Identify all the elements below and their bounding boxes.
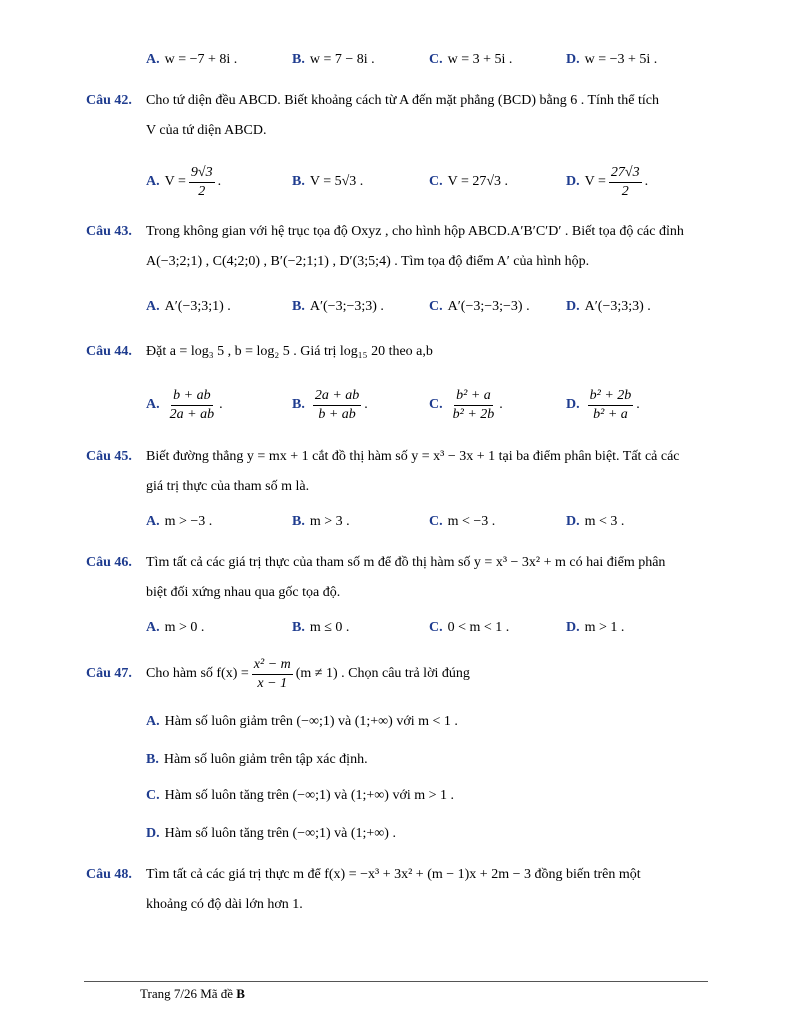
- q47-label: Câu 47.: [86, 666, 132, 681]
- q43-option-b: B. A′(−3;−3;3) .: [292, 299, 384, 314]
- q46-option-d: D. m > 1 .: [566, 620, 625, 635]
- q45-label: Câu 45.: [86, 449, 132, 464]
- q42-text-line-2: V của tứ diện ABCD.: [146, 123, 267, 138]
- q48-label: Câu 48.: [86, 867, 132, 882]
- q47-option-d: D. Hàm số luôn tăng trên (−∞;1) và (1;+∞) .: [146, 826, 396, 841]
- q41-option-d: D. w = −3 + 5i .: [566, 52, 658, 67]
- q45-option-b: B. m > 3 .: [292, 514, 350, 529]
- footer-page-number: Trang 7/26 Mã đề: [140, 986, 234, 1001]
- q42-options: [146, 159, 706, 205]
- q43-option-a: A. A′(−3;3;1) .: [146, 299, 231, 314]
- q47-question: [86, 652, 708, 696]
- q41-option-c: C. w = 3 + 5i .: [429, 52, 513, 67]
- q42-option-b: B. V = 5√3 .: [292, 174, 364, 189]
- q45-option-a: A. m > −3 .: [146, 514, 213, 529]
- q46-label: Câu 46.: [86, 555, 132, 570]
- q44-question: [86, 337, 708, 367]
- page-footer: [140, 986, 245, 1002]
- q46-question: [86, 548, 708, 608]
- q43-text-line-2: A(−3;2;1) , C(4;2;0) , B′(−2;1;1) , D′(3;5;4) . Tìm tọa độ điểm A′ của hình hộp.: [146, 254, 590, 269]
- q43-options: [146, 284, 706, 330]
- q44-text-line-1: Đặt a = log₃ 5 , b = log₂ 5 . Giá trị log₁₅ 20 theo a,b: [146, 344, 433, 359]
- q46-option-a: A. m > 0 .: [146, 620, 205, 635]
- q48-text-line-1: Tìm tất cả các giá trị thực m để f(x) = −x³ + 3x² + (m − 1)x + 2m − 3 đồng biến trên một: [146, 867, 641, 882]
- q43-question: [86, 217, 708, 277]
- footer-divider: [84, 981, 708, 982]
- q44-options: [146, 382, 706, 428]
- q42-option-c: C. V = 27√3 .: [429, 174, 509, 189]
- q44-option-d: D. $\frac{\text{b² + 2b}}{\text{b² + a}}$ .: [566, 387, 640, 422]
- q44-option-b: B. $\frac{2a + ab}{b + ab}$ .: [292, 387, 368, 422]
- q45-text-line-1: Biết đường thẳng y = mx + 1 cắt đồ thị hàm số y = x³ − 3x + 1 tại ba điểm phân biệt. Tất cả các: [146, 449, 680, 464]
- q41-option-a: A. w = −7 + 8i .: [146, 52, 238, 67]
- q44-label: Câu 44.: [86, 344, 132, 359]
- q44-option-a: A. $\frac{b + ab}{2a + ab}$ .: [146, 387, 223, 422]
- q45-options: [146, 499, 706, 545]
- q47-option-b: B. Hàm số luôn giảm trên tập xác định.: [146, 752, 368, 767]
- q46-option-c: C. 0 < m < 1 .: [429, 620, 510, 635]
- q47-fraction: $\frac{\text{x² − m}}{x - 1}$: [253, 656, 291, 691]
- q46-text-line-1: Tìm tất cả các giá trị thực của tham số m để đồ thị hàm số y = x³ − 3x² + m có hai điểm phân: [146, 555, 666, 570]
- q46-options: [146, 605, 706, 651]
- q45-question: [86, 442, 708, 502]
- q47-option-a: A. Hàm số luôn giảm trên (−∞;1) và (1;+∞) với m < 1 .: [146, 714, 458, 729]
- q43-label: Câu 43.: [86, 224, 132, 239]
- q45-text-line-2: giá trị thực của tham số m là.: [146, 479, 310, 494]
- q46-option-b: B. m ≤ 0 .: [292, 620, 350, 635]
- q43-option-d: D. A′(−3;3;3) .: [566, 299, 651, 314]
- q42-label: Câu 42.: [86, 93, 132, 108]
- q47-suffix: (m ≠ 1) . Chọn câu trả lời đúng: [295, 666, 470, 681]
- q47-prefix: Cho hàm số f(x) =: [146, 666, 249, 681]
- q48-question: [86, 860, 708, 920]
- q45-option-d: D. m < 3 .: [566, 514, 625, 529]
- q42-option-d: D. V = $\frac{27√3}{2}$ .: [566, 164, 649, 199]
- q43-option-c: C. A′(−3;−3;−3) .: [429, 299, 530, 314]
- q45-option-c: C. m < −3 .: [429, 514, 496, 529]
- q47-option-c: C. Hàm số luôn tăng trên (−∞;1) và (1;+∞) với m > 1 .: [146, 788, 455, 803]
- q42-question: [86, 86, 708, 146]
- q41-option-b: B. w = 7 − 8i .: [292, 52, 375, 67]
- q48-text-line-2: khoảng có độ dài lớn hơn 1.: [146, 897, 303, 912]
- q42-option-a: A. V = $\frac{9√3}{2}$ .: [146, 164, 222, 199]
- q43-text-line-1: Trong không gian với hệ trục tọa độ Oxyz , cho hình hộp ABCD.A′B′C′D′ . Biết tọa độ các đỉnh: [146, 224, 684, 239]
- q42-text-line-1: Cho tứ diện đều ABCD. Biết khoảng cách từ A đến mặt phẳng (BCD) bằng 6 . Tính thể tích: [146, 93, 660, 108]
- q46-text-line-2: biệt đối xứng nhau qua gốc tọa độ.: [146, 585, 341, 600]
- q44-option-c: C. $\frac{\text{b² + a}}{\text{b² + 2b}}$ .: [429, 387, 503, 422]
- footer-exam-code: B: [236, 986, 245, 1001]
- q41-options: [146, 37, 706, 83]
